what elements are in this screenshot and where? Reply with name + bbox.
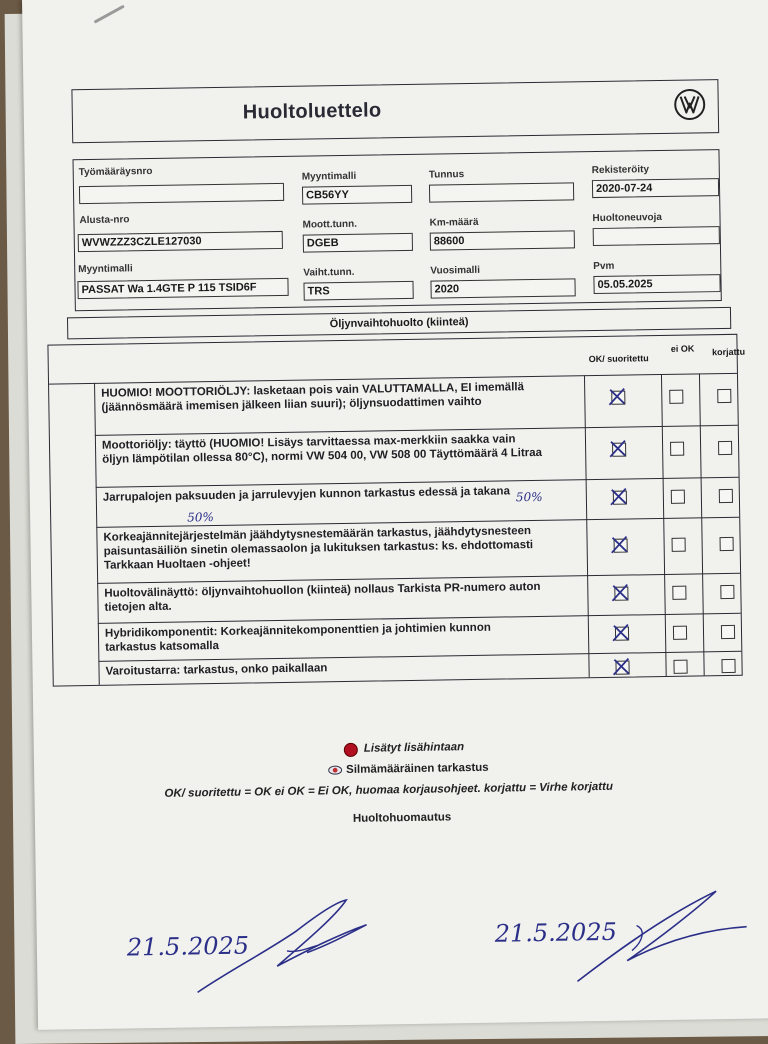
checklist-table bbox=[47, 334, 746, 687]
km-maara-field: 88600 bbox=[430, 230, 575, 250]
checklist-item-text: Jarrupalojen paksuuden ja jarrulevyjen kunnon tarkastus edessä ja takana bbox=[102, 485, 511, 504]
moott-tunn-field: DGEB bbox=[303, 233, 413, 253]
legend-explanation: OK/ suoritettu = OK ei OK = Ei OK, huomaa korjausohjeet. korjattu = Virhe korjattu bbox=[164, 780, 614, 800]
moott-tunn-label: Moott.tunn. bbox=[302, 218, 358, 231]
checkbox-ei-ok[interactable] bbox=[672, 538, 686, 552]
alusta-nro-field: WVWZZZ3CZLE127030 bbox=[78, 231, 283, 252]
km-maara-label: Km-määrä bbox=[429, 216, 479, 229]
checklist-item-text: Varoitustarra: tarkastus, onko paikallaan bbox=[105, 662, 328, 678]
column-divider bbox=[699, 373, 705, 675]
pvm-field: 05.05.2025 bbox=[593, 274, 720, 294]
checkbox-korjattu[interactable] bbox=[718, 441, 732, 455]
signature-right bbox=[556, 878, 768, 991]
vuosimalli-label: Vuosimalli bbox=[430, 264, 481, 277]
huoltoneuvoja-label: Huoltoneuvoja bbox=[592, 211, 663, 225]
myyntimalli-name-field: PASSAT Wa 1.4GTE P 115 TSID6F bbox=[77, 278, 288, 299]
service-remark-title: Huoltohuomautus bbox=[352, 811, 452, 825]
huoltoneuvoja-field bbox=[593, 226, 720, 246]
rekisteroity-label: Rekisteröity bbox=[591, 164, 650, 177]
handwritten-note-rear: 50% bbox=[187, 510, 214, 525]
column-divider bbox=[584, 375, 590, 677]
vaiht-tunn-label: Vaiht.tunn. bbox=[303, 266, 355, 279]
rekisteroity-field: 2020-07-24 bbox=[592, 178, 719, 198]
tyomaaraysnro-label: Työmääräysnro bbox=[78, 165, 153, 179]
handwritten-check-mark bbox=[607, 438, 629, 460]
header-ei-ok: ei OK bbox=[670, 343, 695, 354]
checklist-item-text: Huoltovälinäyttö: öljynvaihtohuollon (kiinteä) nollaus Tarkista PR-numero auton tietojen alta. bbox=[104, 580, 541, 614]
myyntimalli-code-label: Myyntimalli bbox=[301, 170, 357, 183]
handwritten-check-mark bbox=[606, 386, 628, 408]
header-korjattu: korjattu bbox=[712, 346, 746, 358]
checklist-item-text: Korkeajännitejärjestelmän jäähdytysnestemäärän tarkastus, jäähdytysnesteen paisuntasäiliön sinetin olemassaolon ja lukituksen tarkastus: ks. ehdottomasti Tarkkaan Huoltaen -ohjeet! bbox=[103, 525, 534, 572]
service-checklist-page bbox=[22, 0, 768, 1030]
handwritten-check-mark bbox=[609, 582, 631, 604]
checkbox-ei-ok[interactable] bbox=[670, 442, 684, 456]
checkbox-korjattu[interactable] bbox=[721, 659, 735, 673]
checkbox-ei-ok[interactable] bbox=[669, 390, 683, 404]
checkbox-korjattu[interactable] bbox=[720, 537, 734, 551]
signature-date-left: 21.5.2025 bbox=[126, 931, 250, 962]
handwritten-note-front: 50% bbox=[515, 489, 543, 505]
column-divider bbox=[94, 383, 100, 685]
title-box bbox=[71, 79, 719, 143]
vaiht-tunn-field: TRS bbox=[303, 281, 413, 301]
section-title: Öljynvaihtohuolto (kiinteä) bbox=[67, 307, 731, 339]
checkbox-ei-ok[interactable] bbox=[673, 626, 687, 640]
signature-date-right: 21.5.2025 bbox=[494, 917, 618, 948]
handwritten-check-mark bbox=[610, 655, 632, 677]
legend-visual-check: Silmämääräinen tarkastus bbox=[346, 761, 489, 777]
checkbox-korjattu[interactable] bbox=[719, 489, 733, 503]
myyntimalli-name-label: Myyntimalli bbox=[78, 263, 133, 276]
vuosimalli-field: 2020 bbox=[430, 278, 575, 298]
legend-added-work: Lisätyt lisähintaan bbox=[363, 741, 465, 755]
checkbox-korjattu[interactable] bbox=[721, 625, 735, 639]
checkbox-ei-ok[interactable] bbox=[671, 490, 685, 504]
tunnus-label: Tunnus bbox=[428, 169, 465, 181]
checkbox-korjattu[interactable] bbox=[720, 585, 734, 599]
checkbox-ei-ok[interactable] bbox=[672, 586, 686, 600]
handwritten-check-mark bbox=[610, 621, 632, 643]
checklist-item-text: Hybridikomponentit: Korkeajännitekomponenttien ja johtimien kunnon tarkastus katsomalla bbox=[104, 621, 491, 654]
myyntimalli-code-field: CB56YY bbox=[302, 185, 412, 205]
page-title: Huoltoluettelo bbox=[242, 99, 382, 124]
handwritten-check-mark bbox=[608, 486, 630, 508]
vehicle-info-box bbox=[73, 149, 722, 311]
tunnus-field bbox=[429, 182, 574, 202]
checkbox-ei-ok[interactable] bbox=[673, 660, 687, 674]
column-divider bbox=[661, 374, 667, 676]
eye-icon bbox=[328, 765, 342, 775]
header-ok: OK/ suoritettu bbox=[588, 353, 649, 365]
staple bbox=[94, 5, 125, 24]
checklist-item-text: HUOMIO! MOOTTORIÖLJY: lasketaan pois vain VALUTTAMALLA, EI imemällä (jäännösmäärä imemisen jälkeen liian suuri); öljynsuodattimen vaihto bbox=[101, 381, 525, 414]
added-work-marker-icon bbox=[344, 743, 358, 757]
checkbox-korjattu[interactable] bbox=[717, 389, 731, 403]
alusta-nro-label: Alusta-nro bbox=[79, 214, 130, 227]
signature-left bbox=[186, 889, 388, 1002]
checklist-item-text: Moottoriöljy: täyttö (HUOMIO! Lisäys tarvittaessa max-merkkiin saakka vain öljyn lämpötilan ollessa 80°C), normi VW 504 00, VW 508 00 Täyttömäärä 4 Litraa bbox=[101, 433, 543, 466]
pvm-label: Pvm bbox=[593, 260, 615, 273]
vw-logo-icon bbox=[673, 88, 705, 120]
tyomaaraysnro-field bbox=[79, 183, 284, 204]
handwritten-check-mark bbox=[608, 534, 630, 556]
